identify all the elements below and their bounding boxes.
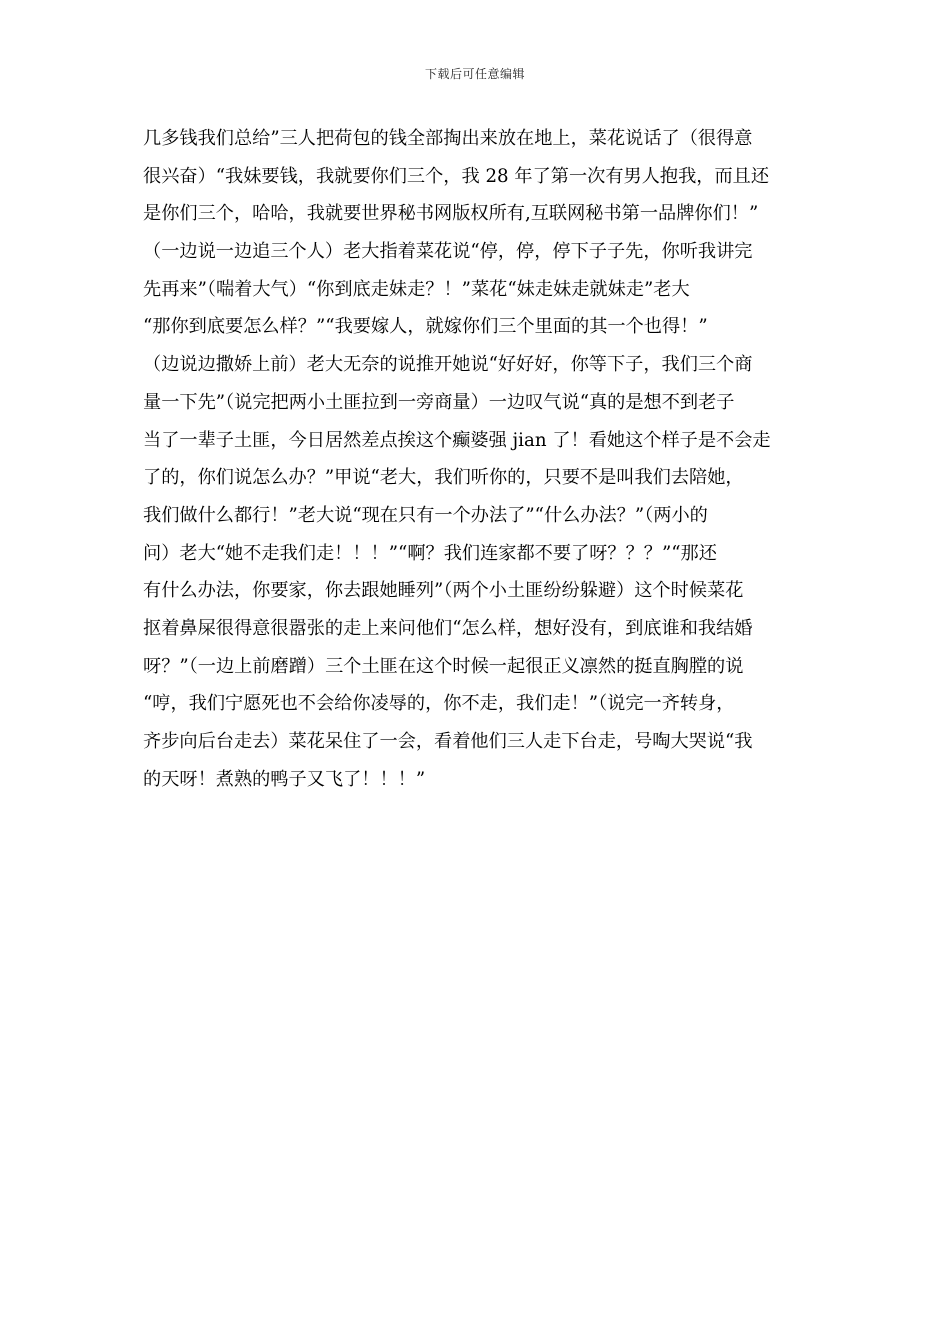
text-line: 是你们三个，哈哈，我就要世界秘书网版权所有,互联网秘书第一品牌你们！”: [143, 203, 759, 225]
text-line: “那你到底要怎么样？”“我要嫁人，就嫁你们三个里面的其一个也得！”: [143, 316, 708, 338]
text-line: 问）老大“她不走我们走！！！”“啊？我们连家都不要了呀？？？”“那还: [143, 542, 717, 564]
text-line: 很兴奋）“我妹要钱，我就要你们三个，我 28 年了第一次有男人抱我，而且还: [143, 165, 770, 187]
text-line: 有什么办法，你要家，你去跟她睡列”（两个小土匪纷纷躲避）这个时候菜花: [143, 580, 744, 602]
text-line: 几多钱我们总给”三人把荷包的钱全部掏出来放在地上，菜花说话了（很得意: [143, 128, 753, 149]
text-line: 抠着鼻屎很得意很嚣张的走上来问他们“怎么样，想好没有，到底谁和我结婚: [143, 617, 753, 639]
text-line: 我们做什么都行！”老大说“现在只有一个办法了”“什么办法？”（两小的: [143, 504, 708, 526]
text-line: 齐步向后台走去）菜花呆住了一会，看着他们三人走下台走，号啕大哭说“我: [143, 731, 753, 752]
text-line: 量一下先”（说完把两小土匪拉到一旁商量）一边叹气说“真的是想不到老子: [143, 391, 735, 413]
text-line: “哼，我们宁愿死也不会给你凌辱的，你不走，我们走！”（说完一齐转身，: [143, 693, 735, 715]
page-header: 下载后可任意编辑: [424, 67, 525, 81]
text-line: 了的，你们说怎么办？”甲说“老大，我们听你的，只要不是叫我们去陪她，: [143, 467, 744, 489]
text-line: （一边说一边追三个人）老大指着菜花说“停，停，停下子子先，你听我讲完: [143, 241, 753, 263]
text-line: 呀？”（一边上前磨蹭）三个土匪在这个时候一起很正义凛然的挺直胸膛的说: [143, 655, 744, 677]
text-line: 先再来”（喘着大气）“你到底走妹走？！”菜花“妹走妹走就妹走”老大: [143, 278, 690, 300]
text-line: （边说边撒娇上前）老大无奈的说推开她说“好好好，你等下子，我们三个商: [143, 354, 753, 376]
text-line: 当了一辈子土匪，今日居然差点挨这个癫婆强 jian 了！看她这个样子是不会走: [143, 429, 771, 451]
document-body: [143, 120, 807, 798]
text-line: 的天呀！煮熟的鸭子又飞了！！！”: [143, 768, 426, 790]
